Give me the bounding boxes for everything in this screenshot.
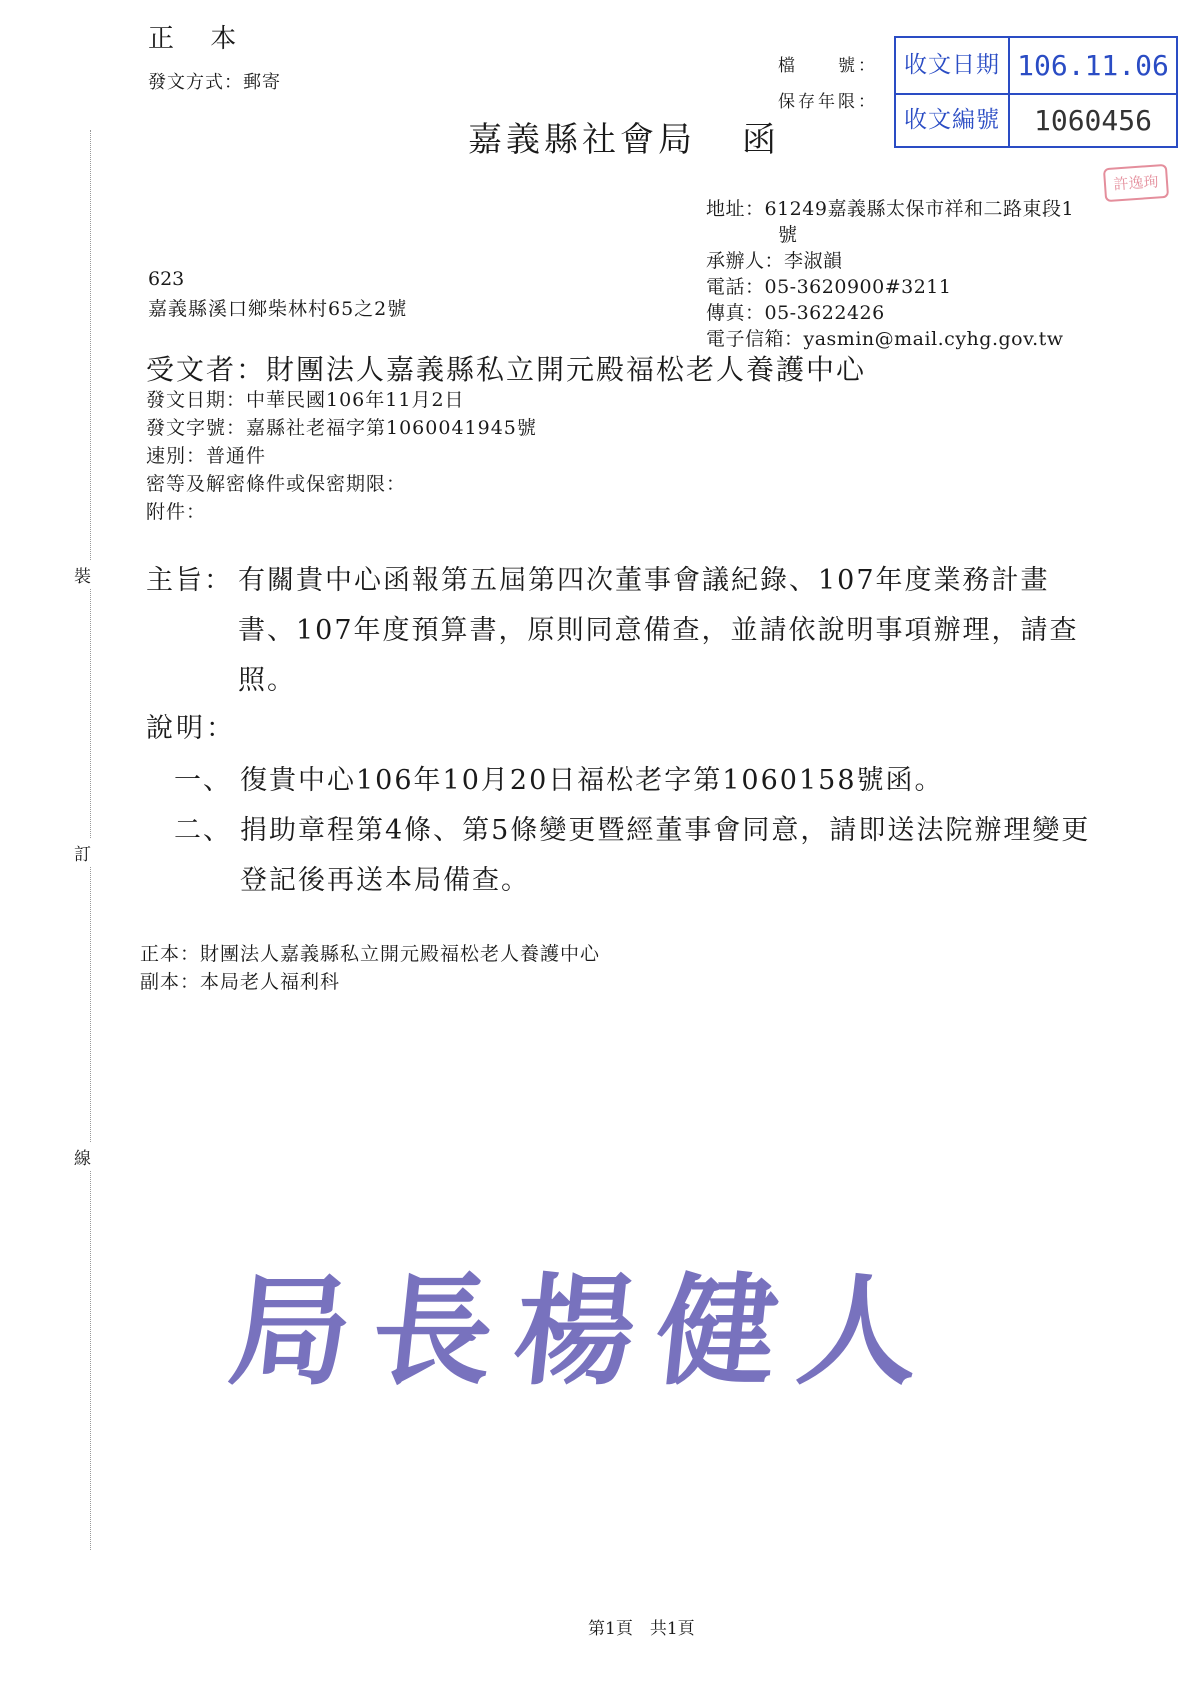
copy-recipient: 副本：本局老人福利科: [140, 971, 341, 993]
issue-date: 發文日期：中華民國106年11月2日: [146, 389, 465, 411]
received-date-value: 106.11.06: [1017, 49, 1169, 82]
handler: 承辦人：李淑韻: [706, 250, 843, 272]
received-date-row: [896, 38, 1176, 95]
item-number: 一、: [174, 765, 232, 796]
recipient-zip: 623: [148, 268, 185, 290]
received-date-label: 收文日期: [896, 38, 1010, 93]
attachments: 附件：: [146, 501, 207, 523]
contact-block: [706, 196, 1074, 352]
subject-text: 有關貴中心函報第五屆第四次董事會議紀錄、107年度業務計畫書、107年度預算書，原則同意備查，並請依說明事項辦理，請查照。: [238, 565, 1079, 696]
recipient-address: 嘉義縣溪口鄉柴林村65之2號: [148, 298, 408, 320]
issuer-name: 嘉義縣社會局: [468, 120, 696, 160]
binding-mark-xian: 線: [74, 1142, 91, 1171]
address-line: 地址：61249嘉義縣太保市祥和二路東段1: [706, 198, 1075, 220]
phone: 電話：05-3620900#3211: [706, 276, 952, 298]
document-fields: [146, 386, 537, 526]
received-number-label: 收文編號: [896, 93, 1010, 148]
email: 電子信箱：yasmin@mail.cyhg.gov.tw: [706, 328, 1064, 350]
received-number-value: 1060456: [1033, 104, 1152, 137]
speed-class: 速別：普通件: [146, 445, 267, 467]
address-line-continued: 號: [778, 224, 798, 246]
received-stamp: [894, 36, 1178, 148]
item-number: 二、: [174, 815, 232, 846]
original-recipient: 正本：財團法人嘉義縣私立開元殿福松老人養護中心: [140, 943, 601, 965]
binding-mark-zhuang: 裝: [74, 560, 91, 589]
page-indicator: 第1頁 共1頁: [588, 1619, 695, 1639]
item-text: 捐助章程第4條、第5條變更暨經董事會同意，請即送法院辦理變更登記後再送本局備查。: [240, 815, 1091, 896]
fax: 傳真：05-3622426: [706, 302, 885, 324]
copy-label: 正 本: [148, 24, 251, 54]
file-number-label: 檔 號：: [778, 56, 878, 76]
binding-mark-ding: 訂: [74, 838, 91, 867]
archive-meta: [778, 48, 878, 120]
document-title: [468, 112, 780, 161]
retention-label: 保存年限：: [778, 92, 878, 112]
confidentiality: 密等及解密條件或保密期限：: [146, 473, 407, 495]
item-text: 復貴中心106年10月20日福松老字第1060158號函。: [240, 765, 944, 796]
received-number-row: [896, 93, 1176, 148]
document-kind: 函: [742, 120, 780, 160]
document-number: 發文字號：嘉縣社老福字第1060041945號: [146, 417, 537, 439]
recipient: 受文者：財團法人嘉義縣私立開元殿福松老人養護中心: [146, 353, 867, 386]
personal-seal: 許逸珣: [1103, 164, 1169, 202]
explanation-label: 說明：: [146, 713, 236, 744]
send-method: 發文方式：郵寄: [148, 72, 281, 93]
subject-label: 主旨：: [146, 565, 233, 596]
distribution: [140, 940, 600, 996]
director-signature-stamp: 局長楊健人: [223, 1261, 949, 1402]
